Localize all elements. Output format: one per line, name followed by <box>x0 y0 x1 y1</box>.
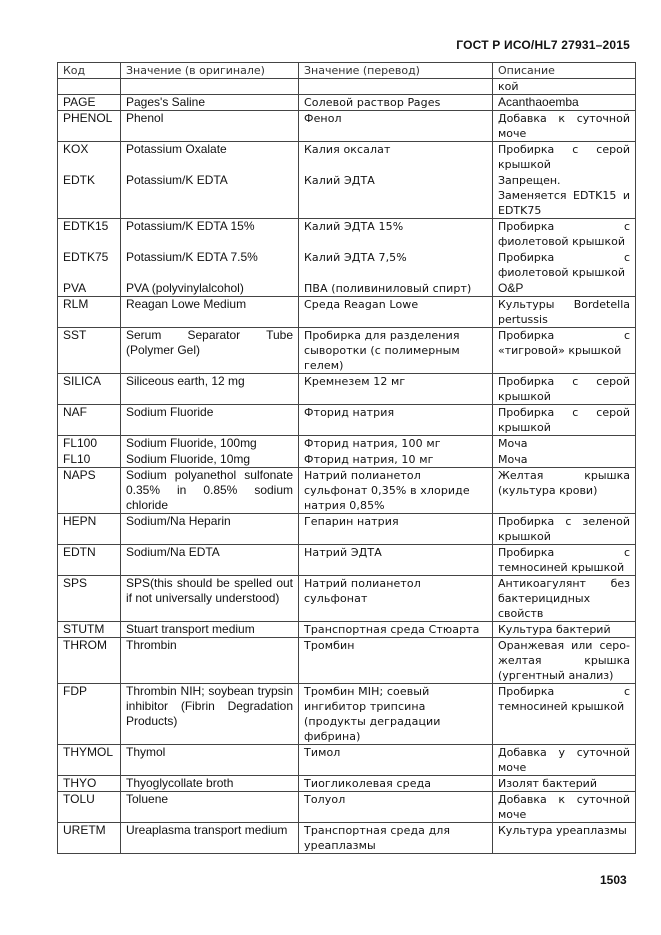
column-header-original: Значение (в оригинале) <box>121 63 299 79</box>
cell-translation: Тромбин <box>299 638 493 684</box>
cell-code: PAGE <box>58 95 121 111</box>
table-row <box>58 823 636 854</box>
cell-code: URETM <box>58 823 121 854</box>
cell-description: Изолят бактерий <box>493 776 636 792</box>
column-header-translation: Значение (перевод) <box>299 63 493 79</box>
page-number: 1503 <box>600 873 627 887</box>
cell-code: SST <box>58 328 121 374</box>
cell-code: FL10 <box>58 452 121 468</box>
cell-translation: Транспортная среда Стюарта <box>299 622 493 638</box>
cell-code: EDTK15 <box>58 219 121 250</box>
cell-translation: Гепарин натрия <box>299 514 493 545</box>
cell-description: Культуры Bordetella pertussis <box>493 297 636 328</box>
cell-translation: Натрий ЭДТА <box>299 545 493 576</box>
cell-description: Пробирка с зеленой крышкой <box>493 514 636 545</box>
table-row <box>58 638 636 684</box>
cell-original: Ureaplasma transport medium <box>121 823 299 854</box>
cell-code: THYMOL <box>58 745 121 776</box>
cell-original: Siliceous earth, 12 mg <box>121 374 299 405</box>
specimen-additive-table <box>57 62 636 854</box>
cell-original: Sodium Fluoride, 100mg <box>121 436 299 452</box>
cell-description: Acanthaoemba <box>493 95 636 111</box>
cell-translation <box>299 79 493 95</box>
cell-original: Thrombin <box>121 638 299 684</box>
cell-translation: Фторид натрия, 100 мг <box>299 436 493 452</box>
cell-code: SILICA <box>58 374 121 405</box>
cell-description: Пробирка с серой крышкой <box>493 405 636 436</box>
table-row <box>58 405 636 436</box>
cell-code: EDTK75 <box>58 250 121 281</box>
cell-translation: Тромбин MIH; соевый ингибитор трипсина (продукты деградации фибрина) <box>299 684 493 745</box>
cell-description: Добавка к суточной моче <box>493 111 636 142</box>
table-row <box>58 250 636 281</box>
document-header: ГОСТ Р ИСО/HL7 27931–2015 <box>456 38 630 52</box>
cell-description: Антикоагулянт без бактерицидных свойств <box>493 576 636 622</box>
cell-translation: Фенол <box>299 111 493 142</box>
cell-original: Stuart transport medium <box>121 622 299 638</box>
cell-code: THROM <box>58 638 121 684</box>
cell-description: Пробирка с темносиней крышкой <box>493 545 636 576</box>
cell-translation: ПВА (поливиниловый спирт) <box>299 281 493 297</box>
cell-original: Sodium/Na Heparin <box>121 514 299 545</box>
table-row <box>58 142 636 173</box>
cell-code: NAPS <box>58 468 121 514</box>
cell-code: KOX <box>58 142 121 173</box>
cell-translation: Транспортная среда для уреаплазмы <box>299 823 493 854</box>
cell-code: THYO <box>58 776 121 792</box>
cell-translation: Фторид натрия, 10 мг <box>299 452 493 468</box>
cell-description: Пробирка с фиолетовой крышкой <box>493 250 636 281</box>
table-row <box>58 452 636 468</box>
cell-original: Serum Separator Tube (Polymer Gel) <box>121 328 299 374</box>
cell-description: Культура уреаплазмы <box>493 823 636 854</box>
table-row <box>58 776 636 792</box>
table-row <box>58 95 636 111</box>
table-row <box>58 173 636 219</box>
cell-code: HEPN <box>58 514 121 545</box>
cell-code: EDTK <box>58 173 121 219</box>
cell-original: SPS(this should be spelled out if not universally understood) <box>121 576 299 622</box>
cell-translation: Солевой раствор Pages <box>299 95 493 111</box>
cell-original: Phenol <box>121 111 299 142</box>
cell-translation: Кремнезем 12 мг <box>299 374 493 405</box>
cell-code: EDTN <box>58 545 121 576</box>
table-row <box>58 79 636 95</box>
cell-description: Пробирка с фиолетовой крышкой <box>493 219 636 250</box>
cell-description: Пробирка с серой крышкой <box>493 374 636 405</box>
table-row <box>58 514 636 545</box>
cell-code: RLM <box>58 297 121 328</box>
table-row <box>58 684 636 745</box>
cell-description: Добавка у суточной моче <box>493 745 636 776</box>
cell-description: Добавка к суточной моче <box>493 792 636 823</box>
cell-original: Potassium Oxalate <box>121 142 299 173</box>
cell-original: Thyoglycollate broth <box>121 776 299 792</box>
cell-description: Пробирка с «тигровой» крышкой <box>493 328 636 374</box>
cell-original: Toluene <box>121 792 299 823</box>
cell-description: Пробирка с темносиней крышкой <box>493 684 636 745</box>
table-row <box>58 622 636 638</box>
table-row <box>58 792 636 823</box>
cell-code: PHENOL <box>58 111 121 142</box>
cell-code: PVA <box>58 281 121 297</box>
cell-translation: Толуол <box>299 792 493 823</box>
cell-original: Sodium polyanethol sulfonate 0.35% in 0.85% sodium chloride <box>121 468 299 514</box>
cell-description: Моча <box>493 436 636 452</box>
table-row <box>58 374 636 405</box>
cell-description: O&P <box>493 281 636 297</box>
cell-code: NAF <box>58 405 121 436</box>
table-row <box>58 436 636 452</box>
cell-description: Культура бактерий <box>493 622 636 638</box>
cell-translation: Фторид натрия <box>299 405 493 436</box>
cell-original: Sodium Fluoride, 10mg <box>121 452 299 468</box>
table-row <box>58 745 636 776</box>
cell-original: Potassium/K EDTA 15% <box>121 219 299 250</box>
cell-original: Thrombin NIH; soybean trypsin inhibitor (Fibrin Degradation Products) <box>121 684 299 745</box>
table-row <box>58 328 636 374</box>
column-header-code: Код <box>58 63 121 79</box>
cell-code: SPS <box>58 576 121 622</box>
cell-translation: Натрий полианетол сульфонат 0,35% в хлориде натрия 0,85% <box>299 468 493 514</box>
cell-translation: Пробирка для разделения сыворотки (с полимерным гелем) <box>299 328 493 374</box>
cell-description: Оранжевая или серо-желтая крышка (ургентный анализ) <box>493 638 636 684</box>
cell-code: FL100 <box>58 436 121 452</box>
column-header-description: Описание <box>493 63 636 79</box>
cell-code <box>58 79 121 95</box>
cell-original: Pages's Saline <box>121 95 299 111</box>
cell-translation: Тиогликолевая среда <box>299 776 493 792</box>
cell-code: TOLU <box>58 792 121 823</box>
table-row <box>58 468 636 514</box>
cell-original: Sodium Fluoride <box>121 405 299 436</box>
table-row <box>58 576 636 622</box>
table-row <box>58 219 636 250</box>
cell-original: Sodium/Na EDTA <box>121 545 299 576</box>
cell-description: кой <box>493 79 636 95</box>
cell-translation: Калий ЭДТА <box>299 173 493 219</box>
cell-original: PVA (polyvinylalcohol) <box>121 281 299 297</box>
cell-translation: Калий ЭДТА 7,5% <box>299 250 493 281</box>
cell-description: Желтая крышка (культура крови) <box>493 468 636 514</box>
cell-original: Potassium/K EDTA 7.5% <box>121 250 299 281</box>
cell-description: Пробирка с серой крышкой <box>493 142 636 173</box>
cell-original: Thymol <box>121 745 299 776</box>
cell-translation: Калий ЭДТА 15% <box>299 219 493 250</box>
table-header-row <box>58 63 636 79</box>
table-row <box>58 111 636 142</box>
table-row <box>58 297 636 328</box>
cell-translation: Натрий полианетол сульфонат <box>299 576 493 622</box>
cell-original <box>121 79 299 95</box>
cell-translation: Калия оксалат <box>299 142 493 173</box>
cell-description: Запрещен. Заменяется EDTK15 и EDTK75 <box>493 173 636 219</box>
cell-code: FDP <box>58 684 121 745</box>
cell-code: STUTM <box>58 622 121 638</box>
table-row <box>58 545 636 576</box>
cell-original: Reagan Lowe Medium <box>121 297 299 328</box>
cell-original: Potassium/K EDTA <box>121 173 299 219</box>
cell-translation: Среда Reagan Lowe <box>299 297 493 328</box>
table-row <box>58 281 636 297</box>
cell-translation: Тимол <box>299 745 493 776</box>
cell-description: Моча <box>493 452 636 468</box>
